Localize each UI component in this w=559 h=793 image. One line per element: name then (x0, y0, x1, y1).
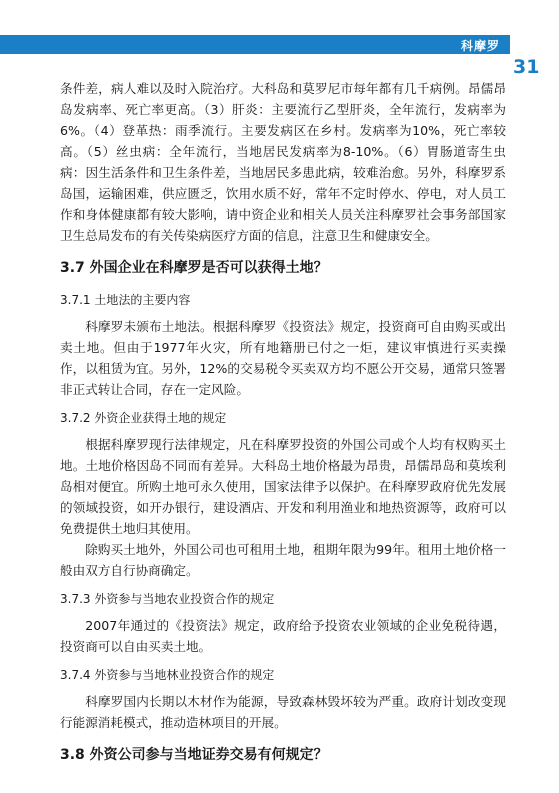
section-3-7-3-paragraph: 2007年通过的《投资法》规定，政府给予投资农业领域的企业免税待遇，投资商可以自由买卖土地。 (60, 618, 506, 654)
running-header: 科摩罗 (460, 39, 500, 53)
section-3-7-1-paragraph: 科摩罗未颁布土地法。根据科摩罗《投资法》规定，投资商可自由购买或出卖土地。但由于1977年火灾，所有地籍册已付之一炬，建议审慎进行买卖操作，以租赁为宜。另外，12%的交易税令买卖双方均不愿公开交易，通常只签署非正式转让合同，存在一定风险。 (60, 319, 506, 397)
section-3-7-3-heading: 3.7.3 外资参与当地农业投资合作的规定 (60, 592, 275, 606)
section-3-7-1-heading: 3.7.1 土地法的主要内容 (60, 293, 191, 307)
intro-paragraph: 条件差，病人难以及时入院治疗。大科岛和莫罗尼市每年都有几千病例。昂儒昂岛发病率、死亡率更高。（3）肝炎：主要流行乙型肝炎，全年流行，发病率为6%。（4）登革热：雨季流行。主要发病区在乡村。发病率为10%，死亡率较高。（5）丝虫病：全年流行，当地居民发病率为8-10%。（6）胃肠道寄生虫病：因生活条件和卫生条件差，当地居民多患此病，较难治愈。另外，科摩罗系岛国，运输困难，供应匮乏，饮用水质不好，常年不定时停水、停电，对人员工作和身体健康都有较大影响，请中资企业和相关人员关注科摩罗社会事务部国家卫生总局发布的有关传染病医疗方面的信息，注意卫生和健康安全。 (60, 81, 506, 243)
section-3-7-2-paragraph-1: 根据科摩罗现行法律规定，凡在科摩罗投资的外国公司或个人均有权购买土地。土地价格因岛不同而有差异。大科岛土地价格最为昂贵，昂儒昂岛和莫埃利岛相对便宜。所购土地可永久使用，国家法律予以保护。在科摩罗政府优先发展的领域投资，如开办银行，建设酒店、开发和利用渔业和地热资源等，政府可以免费提供土地归其使用。 (60, 437, 506, 536)
page-body (60, 78, 506, 765)
header-bar (0, 35, 510, 54)
page-number: 31 (513, 56, 540, 78)
section-3-7-2-heading: 3.7.2 外资企业获得土地的规定 (60, 411, 227, 425)
section-3-8-heading: 3.8 外资公司参与当地证券交易有何规定？ (60, 747, 328, 763)
section-3-7-heading: 3.7 外国企业在科摩罗是否可以获得土地？ (60, 260, 328, 276)
section-3-7-4-paragraph: 科摩罗国内长期以木材作为能源，导致森林毁坏较为严重。政府计划改变现行能源消耗模式，推动造林项目的开展。 (60, 694, 506, 730)
section-3-7-4-heading: 3.7.4 外资参与当地林业投资合作的规定 (60, 668, 275, 682)
section-3-7-2-paragraph-2: 除购买土地外，外国公司也可租用土地，租期年限为99年。租用土地价格一般由双方自行协商确定。 (60, 542, 506, 578)
